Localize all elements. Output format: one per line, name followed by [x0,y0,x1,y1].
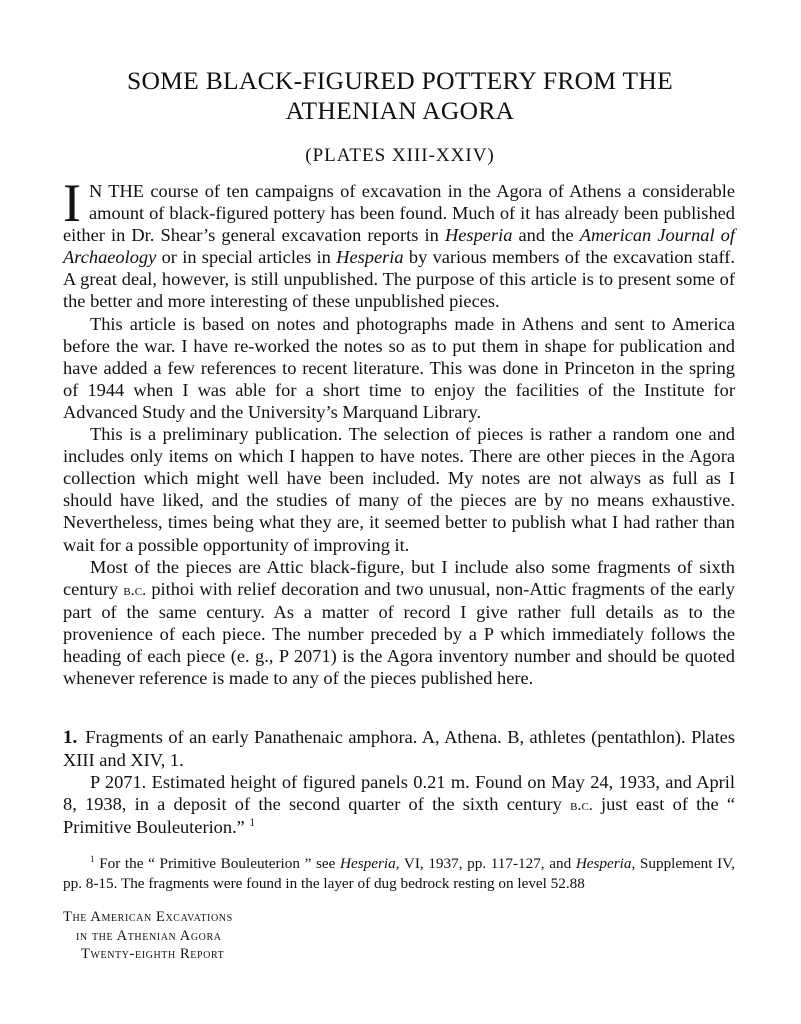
journal-title: Hesperia [336,247,404,268]
text-run: , VI, 1937, pp. 117-127, and [395,855,576,872]
drop-cap: I [63,173,81,233]
era-abbreviation: b.c. [123,580,147,599]
series-line-3: Twenty-eighth Report [81,946,225,962]
entry-heading [63,726,735,771]
text-run: by various members of the excavation staff. A great deal, however, is still unpublished. The purpose of this article is to present some of the better and more interesting of these unpublished pieces. [63,247,735,312]
text-run: and the [512,225,580,246]
text-run: , Supplement IV, pp. 8-15. The fragments were found in the layer of dug bedrock resting on level 52.88 [63,855,735,892]
plates-subtitle: (PLATES XIII-XXIV) [305,145,495,166]
text-run: or in special articles in [156,247,337,268]
text-run: just east of the “ Primitive Bouleuterion.” [63,794,735,838]
intro-paragraph-4 [63,556,735,690]
footnote-reference[interactable]: 1 [249,817,255,830]
series-line-1: The American Excavations [63,909,233,925]
journal-title: Hesperia [340,855,396,872]
footnote-mark: 1 [90,853,95,864]
footnote-1 [63,854,735,893]
opening-words: N THE [88,181,145,201]
title-line-1: SOME BLACK-FIGURED POTTERY FROM THE [126,66,674,95]
text-run: For the “ Primitive Bouleuterion ” see [94,855,341,872]
series-note [63,908,233,964]
entry-details [63,771,735,838]
intro-paragraph-3: This is a preliminary publication. The selection of pieces is rather a random one and includes only items on which I happen to have notes. There are other pieces in the Agora collection which might well have been included. My notes are not always as full as I should have liked, and the studies of many of the pieces are by no means exhaustive. Nevertheless, times being what they are, it seemed better to publish what I had rather than wait for a possible opportunity of improving it. [63,424,735,555]
series-line-2: in the Athenian Agora [76,927,222,944]
era-abbreviation: b.c. [570,796,593,815]
catalogue-entry-1 [63,726,735,838]
entry-number: 1. [63,727,78,748]
intro-paragraph-1 [63,173,736,313]
entry-heading-text: Fragments of an early Panathenaic amphora. A, Athena. B, athletes (pentathlon). Plates XIII and XIV, 1. [63,727,735,771]
text-run: pithoi with relief decoration and two unusual, non-Attic fragments of the early part of the same century. As a matter of record I give rather full details as to the provenience of each piece. The number preceded by a P which immediately follows the heading of each piece (e. g., P 2071) is the Agora inventory number and should be quoted whenever reference is made to any of the pieces published here. [63,578,735,689]
text-run: P 2071. Estimated height of figured panels 0.21 m. Found on May 24, 1933, and April 8, 1938, in a deposit of the second quarter of the sixth century [63,772,735,815]
text-run: Most of the pieces are Attic black-figure, but I include also some fragments of sixth century [63,556,735,599]
journal-title: Hesperia [444,225,513,246]
text-run: course of ten campaigns of excavation in the Agora of Athens a considerable amount of black-figured pottery has been found. Much of it has already been published either in Dr. Shear’s general excavation reports in [63,181,736,246]
journal-title: American Journal of Archaeology [63,225,735,268]
footnote [63,854,735,893]
introduction [63,173,736,689]
title-line-2: ATHENIAN AGORA [285,96,515,125]
article-title [60,66,740,126]
journal-title: Hesperia [575,855,632,872]
intro-paragraph-2: This article is based on notes and photographs made in Athens and sent to America before the war. I have re-worked the notes so as to put them in shape for publication and have added a few references to recent literature. This was done in Princeton in the spring of 1944 when I was able for a short time to enjoy the facilities of the Institute for Advanced Study and the University’s Marquand Library. [63,313,735,422]
